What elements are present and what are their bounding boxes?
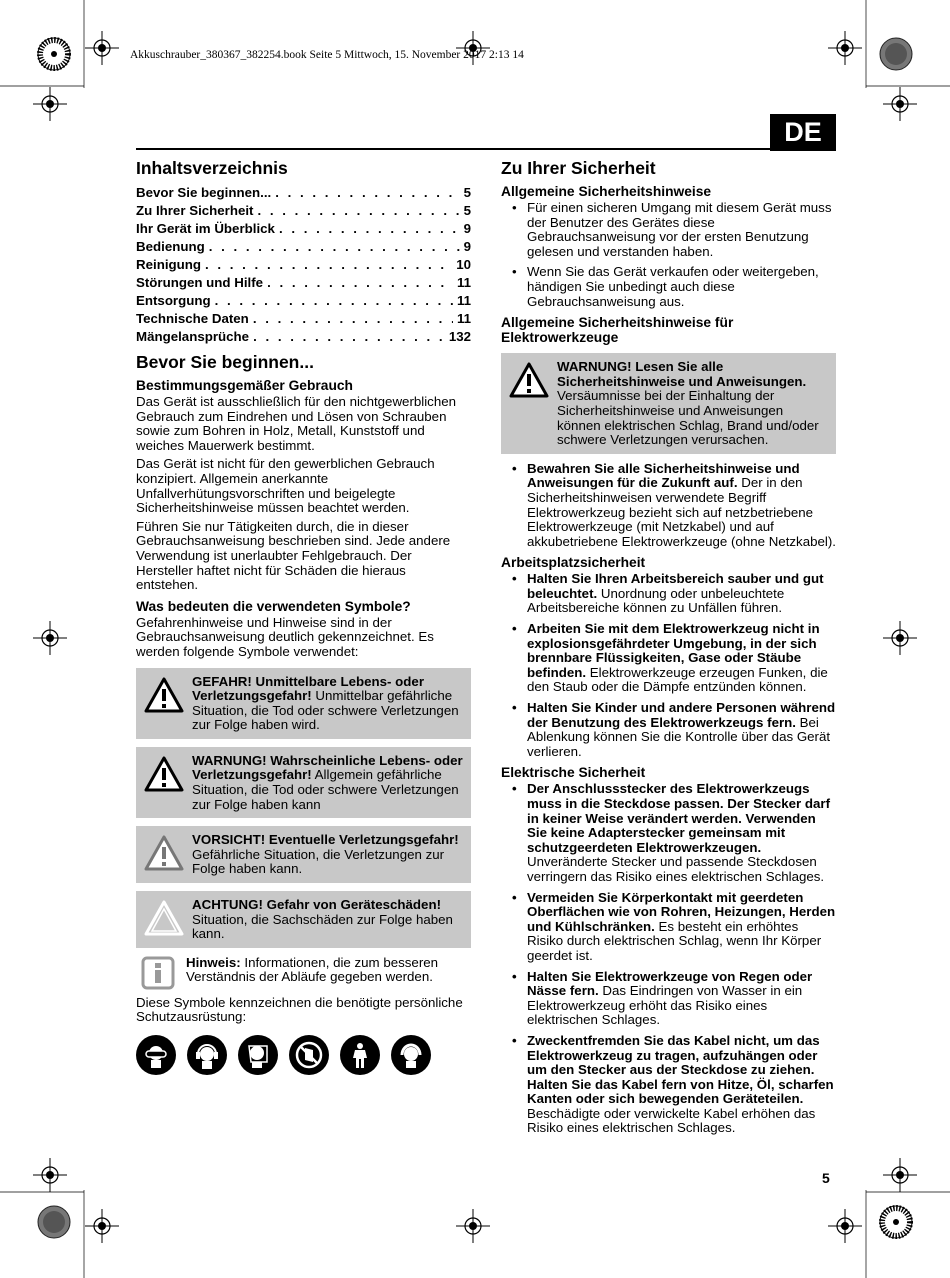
attention-triangle-icon bbox=[144, 900, 184, 936]
no-gloves-icon bbox=[289, 1035, 329, 1075]
right-column bbox=[501, 158, 836, 1142]
warning-triangle-icon bbox=[144, 677, 184, 713]
list-item: • Wenn Sie das Gerät verkaufen oder weitergeben, händigen Sie unbedingt auch diese Gebrauchsanweisung aus. bbox=[501, 265, 836, 309]
warning-triangle-icon bbox=[509, 362, 549, 398]
intended-use-paragraph: Das Gerät ist nicht für den gewerblichen Gebrauch konzipiert. Allgemein anerkannte Unfallverhütungsvorschriften und beigelegte Sicherheitshinweise müssen beachtet werden. bbox=[136, 456, 435, 516]
toc-entry[interactable]: Zu Ihrer Sicherheit . . . 5 bbox=[136, 202, 471, 220]
attention-notice: ACHTUNG! Gefahr von Geräteschäden! Situation, die Sachschäden zur Folge haben kann. bbox=[136, 891, 471, 948]
list-item: • Arbeiten Sie mit dem Elektrowerkzeug nicht in explosionsgefährdeter Umgebung, in der sich brennbare Flüssigkeiten, Gase oder Stäube befinden. Elektrowerkzeuge erzeugen Funken, die den Staub oder die Dämpfe entzünden können. bbox=[501, 622, 836, 695]
keep-instructions-list bbox=[501, 462, 836, 550]
list-item: • Halten Sie Kinder und andere Personen während der Benutzung des Elektrowerkzeugs fern. Bei Ablenkung können Sie die Kontrolle über das Gerät verlieren. bbox=[501, 701, 836, 759]
toc-entry[interactable]: Ihr Gerät im Überblick . . . 9 bbox=[136, 220, 471, 238]
list-item: • Halten Sie Elektrowerkzeuge von Regen oder Nässe fern. Das Eindringen von Wasser in ein Elektrowerkzeug erhöht das Risiko eines elektrischen Schlages. bbox=[501, 970, 836, 1028]
section-title-before-you-start: Bevor Sie beginnen... bbox=[136, 352, 314, 372]
ppe-icons bbox=[136, 1035, 471, 1075]
toc-entry[interactable]: Reinigung . . . 10 bbox=[136, 256, 471, 274]
ear-protection-icon bbox=[187, 1035, 227, 1075]
list-item: • Vermeiden Sie Körperkontakt mit geerdeten Oberflächen wie von Rohren, Heizungen, Herden und Kühlschränken. Es besteht ein erhöhtes Risiko durch elektrischen Schlag, wenn Ihr Körper geerdet ist. bbox=[501, 891, 836, 964]
print-header: Akkuschrauber_380367_382254.book Seite 5 Mittwoch, 15. November 2017 2:13 14 bbox=[130, 49, 524, 61]
list-item: • Bewahren Sie alle Sicherheitshinweise und Anweisungen für die Zukunft auf. Der in den Sicherheitshinweisen verwendete Begriff Elektrowerkzeug bezieht sich auf netzbetriebene Elektrowerkzeuge (mit Netzkabel) und auf akkubetriebene Elektrowerkzeuge (ohne Netzkabel). bbox=[501, 462, 836, 550]
intended-use-heading: Bestimmungsgemäßer Gebrauch bbox=[136, 378, 353, 393]
caution-notice: VORSICHT! Eventuelle Verletzungsgefahr! Gefährliche Situation, die Verletzungen zur Folge haben kann. bbox=[136, 826, 471, 883]
page-number: 5 bbox=[822, 1170, 830, 1186]
list-item: • Der Anschlussstecker des Elektrowerkzeugs muss in die Steckdose passen. Der Stecker darf in keiner Weise verändert werden. Verwenden Sie keine Adapterstecker gemeinsam mit schutzgeerdeten Elektrowerkzeugen. Unveränderte Stecker und passende Steckdosen verringern das Risiko eines elektrischen Schlages. bbox=[501, 782, 836, 884]
toc-entry[interactable]: Mängelansprüche . . . 132 bbox=[136, 328, 471, 346]
workplace-safety-list bbox=[501, 572, 836, 759]
info-icon bbox=[141, 956, 175, 990]
list-item: • Halten Sie Ihren Arbeitsbereich sauber und gut beleuchtet. Unordnung oder unbeleuchtete Arbeitsbereiche können zu Unfällen führen. bbox=[501, 572, 836, 616]
left-column bbox=[136, 158, 471, 1075]
intended-use-paragraph: Das Gerät ist ausschließlich für den nichtgewerblichen Gebrauch zum Eindrehen und Lösen von Schrauben sowie zum Bohren in Holz, Metall, Kunststoff und weiches Mauerwerk bestimmt. bbox=[136, 394, 457, 453]
caution-triangle-icon bbox=[144, 835, 184, 871]
language-badge: DE bbox=[770, 114, 836, 151]
list-item: • Für einen sicheren Umgang mit diesem Gerät muss der Benutzer des Gerätes diese Gebrauchsanweisung vor der ersten Benutzung gelesen und verstanden haben. bbox=[501, 201, 836, 259]
toc-entry[interactable]: Entsorgung . . . 11 bbox=[136, 292, 471, 310]
section-title-safety: Zu Ihrer Sicherheit bbox=[501, 158, 656, 178]
general-safety-list bbox=[501, 201, 836, 309]
list-item: • Zweckentfremden Sie das Kabel nicht, um das Elektrowerkzeug zu tragen, aufzuhängen oder um den Stecker aus der Steckdose zu ziehen. Halten Sie das Kabel fern von Hitze, Öl, scharfen Kanten oder sich bewegenden Geräteteilen. Beschädigte oder verwickelte Kabel erhöhen das Risiko eines elektrischen Schlages. bbox=[501, 1034, 836, 1136]
general-safety-heading: Allgemeine Sicherheitshinweise bbox=[501, 184, 712, 199]
toc-entry[interactable]: Bevor Sie beginnen... . . . 5 bbox=[136, 184, 471, 202]
electrical-safety-list bbox=[501, 782, 836, 1136]
symbols-heading: Was bedeuten die verwendeten Symbole? bbox=[136, 598, 411, 614]
workplace-safety-heading: Arbeitsplatzsicherheit bbox=[501, 555, 646, 571]
toc-entry[interactable]: Technische Daten . . . 11 bbox=[136, 310, 471, 328]
intended-use-paragraph: Führen Sie nur Tätigkeiten durch, die in dieser Gebrauchsanweisung beschrieben sind. Jede andere Verwendung ist unerlaubter Fehlgebrauch. Der Hersteller haftet nicht für Schäden die hieraus entstehen. bbox=[136, 518, 451, 593]
warning-notice: WARNUNG! Wahrscheinliche Lebens- oder Verletzungsgefahr! Allgemein gefährliche Situation, die Tod oder schwere Verletzungen zur Folge haben kann bbox=[136, 747, 471, 818]
hair-net-icon bbox=[391, 1035, 431, 1075]
electrical-safety-heading: Elektrische Sicherheit bbox=[501, 765, 646, 781]
power-tool-safety-heading: Allgemeine Sicherheitshinweise für Elektrowerkzeuge bbox=[501, 315, 734, 346]
toc-title: Inhaltsverzeichnis bbox=[136, 158, 288, 178]
ppe-intro: Diese Symbole kennzeichnen die benötigte persönliche Schutzausrüstung: bbox=[136, 994, 463, 1025]
header-rule bbox=[136, 148, 771, 150]
toc-entry[interactable]: Bedienung . . . 9 bbox=[136, 238, 471, 256]
symbols-intro: Gefahrenhinweise und Hinweise sind in der Gebrauchsanweisung deutlich gekennzeichnet. Es werden folgende Symbole verwendet: bbox=[136, 614, 434, 659]
toc-entry[interactable]: Störungen und Hilfe . . . 11 bbox=[136, 274, 471, 292]
power-tool-warning: WARNUNG! Lesen Sie alle Sicherheitshinweise und Anweisungen. Versäumnisse bei der Einhaltung der Sicherheitshinweise und Anweisungen können elektrischen Schlag, Brand und/oder schwere Verletzungen verursachen. bbox=[501, 353, 836, 454]
safety-goggles-icon bbox=[136, 1035, 176, 1075]
face-shield-icon bbox=[238, 1035, 278, 1075]
danger-notice: GEFAHR! Unmittelbare Lebens- oder Verletzungsgefahr! Unmittelbar gefährliche Situation, die Tod oder schwere Verletzungen zur Folge haben wird. bbox=[136, 668, 471, 739]
toc-list bbox=[136, 184, 471, 346]
hint-notice: Hinweis: Informationen, die zum besseren Verständnis der Abläufe gegeben werden. bbox=[136, 956, 471, 990]
protective-clothing-icon bbox=[340, 1035, 380, 1075]
warning-triangle-icon bbox=[144, 756, 184, 792]
